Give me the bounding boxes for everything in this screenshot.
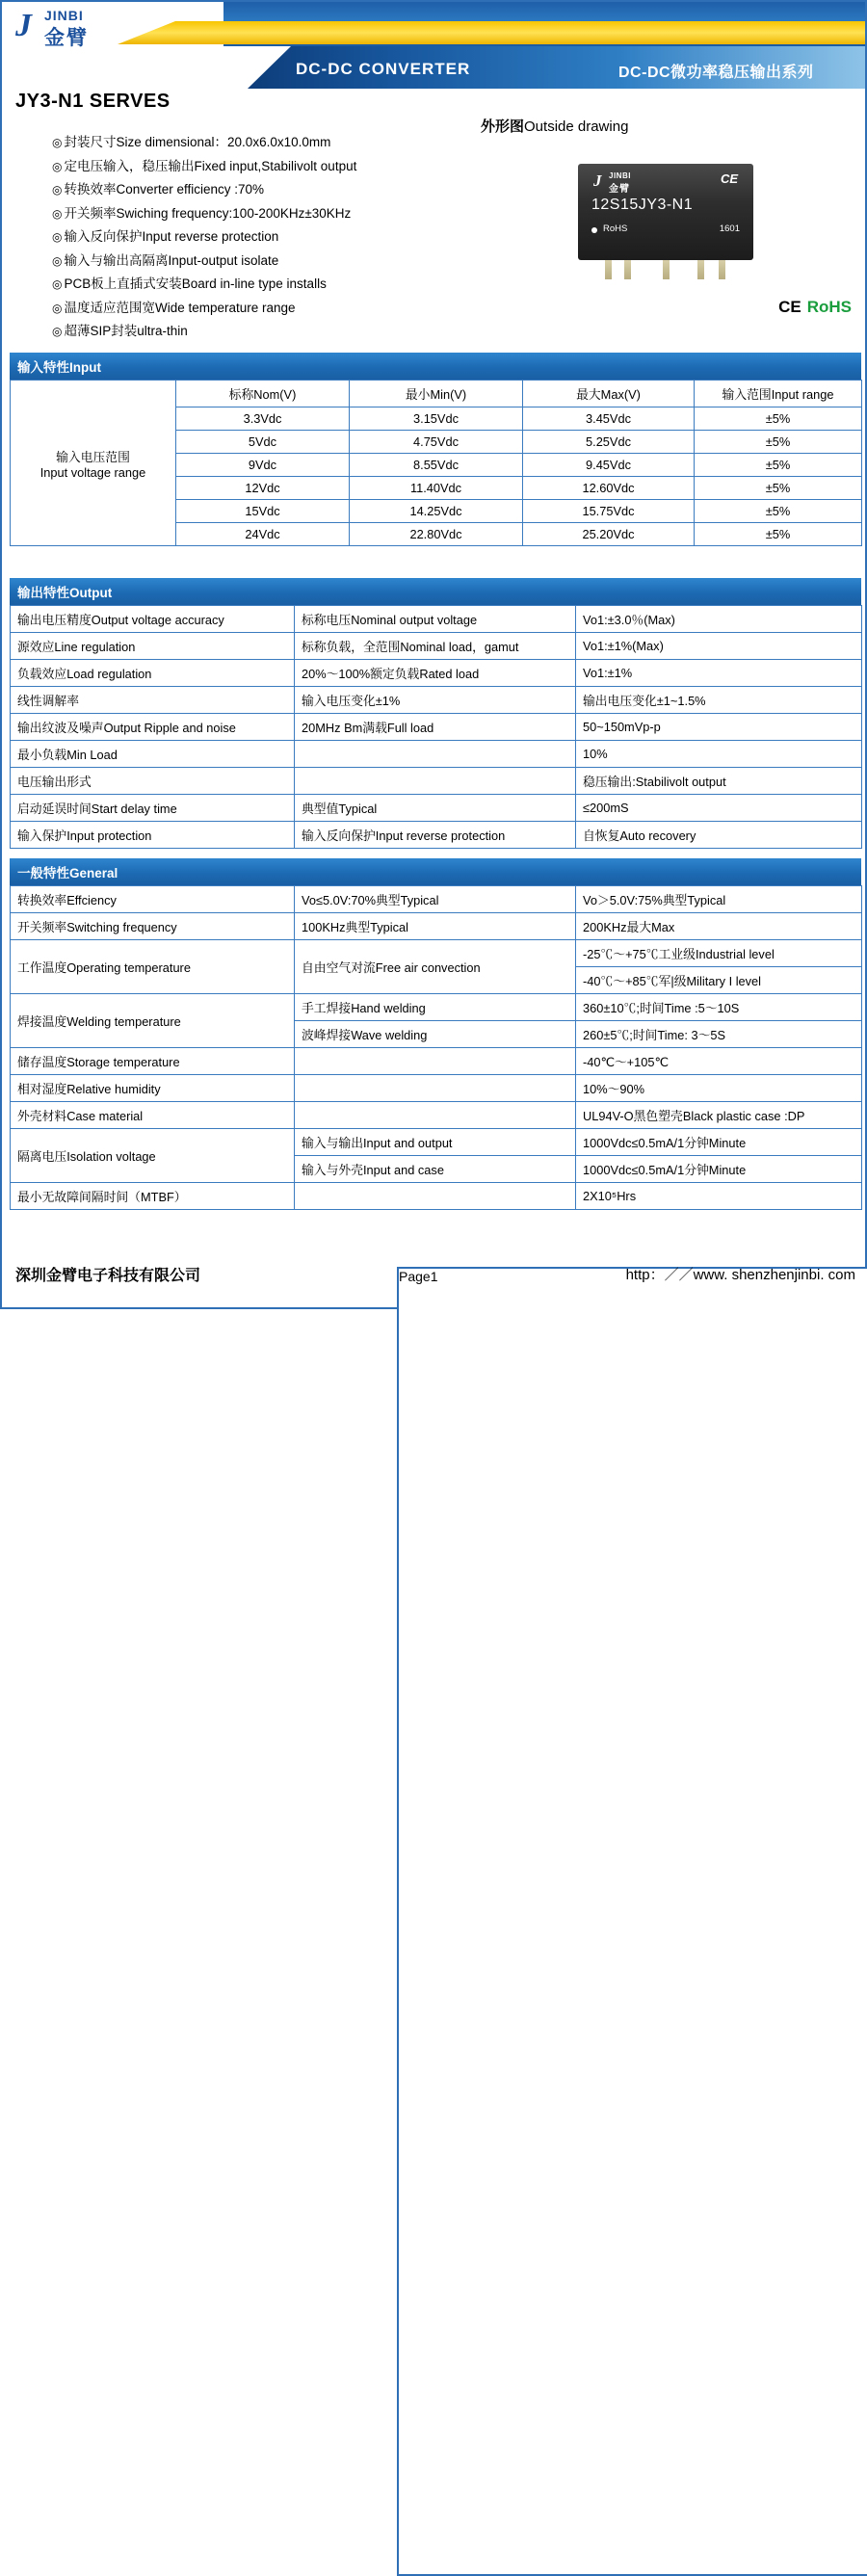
photo-model-number: 12S15JY3-N1 [591, 197, 694, 213]
general-characteristics-section [10, 858, 861, 1210]
product-pins [578, 260, 753, 281]
list-item: ◎ 输入反向保护Input reverse protection [52, 225, 505, 250]
cell-parameter: 最小无故障间隔时间（MTBF） [11, 1183, 295, 1210]
cell-max: 5.25Vdc [523, 431, 695, 454]
page-footer [2, 1259, 867, 1292]
table-row [11, 1183, 862, 1210]
company-logo [15, 6, 160, 49]
section-bar-general: 一般特性General [10, 858, 861, 885]
cell-nom: 24Vdc [176, 523, 350, 546]
input-voltage-range-label-en: Input voltage range [39, 464, 146, 480]
cell-value: 360±10℃;时间Time :5～10S [576, 994, 862, 1021]
list-item: ◎ 输入与输出高隔离Input-output isolate [52, 250, 505, 274]
outside-drawing-label-en: Outside drawing [524, 118, 629, 135]
page-title: JY3-N1 SERVES [15, 91, 171, 112]
cell-condition: 20%～100%额定负载Rated load [295, 660, 576, 687]
pin [663, 260, 670, 279]
feature-list [13, 131, 505, 344]
list-item: ◎ PCB板上直插式安装Board in-line type installs [52, 273, 505, 297]
cell-range: ±5% [695, 477, 862, 500]
cell-parameter: 输入保护Input protection [11, 822, 295, 849]
cell-min: 14.25Vdc [350, 500, 523, 523]
cell-value: 2X10⁵Hrs [576, 1183, 862, 1210]
cell-value: Vo1:±3.0％(Max) [576, 606, 862, 633]
cell-parameter: 外壳材料Case material [11, 1102, 295, 1129]
cell-condition: Vo≤5.0V:70%典型Typical [295, 886, 576, 913]
cell-value: 自恢复Auto recovery [576, 822, 862, 849]
input-characteristics-section [10, 353, 861, 546]
table-row [11, 714, 862, 741]
table-row [11, 768, 862, 795]
cell-value: UL94V-O黑色塑壳Black plastic case :DP [576, 1102, 862, 1129]
cell-value: -25℃～+75℃工业级Industrial level [576, 940, 862, 967]
table-row [11, 913, 862, 940]
cell-range: ±5% [695, 500, 862, 523]
table-row [11, 606, 862, 633]
cell-value: -40℃～+105℃ [576, 1048, 862, 1075]
outside-drawing-label [481, 116, 628, 136]
header-title-chinese: DC-DC微功率稳压输出系列 [618, 65, 814, 81]
cell-parameter: 源效应Line regulation [11, 633, 295, 660]
table-row [11, 687, 862, 714]
table-row [11, 822, 862, 849]
photo-logo-chinese: 金臂 [609, 184, 630, 195]
list-item: ◎ 超薄SIP封装ultra-thin [52, 320, 505, 344]
input-table [10, 380, 862, 546]
cell-min: 4.75Vdc [350, 431, 523, 454]
cell-condition: 20MHz Bm满载Full load [295, 714, 576, 741]
list-item: ◎ 温度适应范围宽Wide temperature range [52, 297, 505, 321]
cell-value: 稳压输出:Stabilivolt output [576, 768, 862, 795]
cell-condition: 典型值Typical [295, 795, 576, 822]
cell-parameter: 电压输出形式 [11, 768, 295, 795]
cell-range: ±5% [695, 523, 862, 546]
cell-min: 22.80Vdc [350, 523, 523, 546]
cell-condition: 输入与外壳Input and case [295, 1156, 576, 1183]
pin [719, 260, 725, 279]
list-item: ◎ 转换效率Converter efficiency :70% [52, 178, 505, 202]
output-table [10, 605, 862, 849]
output-characteristics-section [10, 578, 861, 849]
cell-value: 10%～90% [576, 1075, 862, 1102]
list-item: ◎ 封装尺寸Size dimensional：20.0x6.0x10.0mm [52, 131, 505, 155]
cell-parameter: 焊接温度Welding temperature [11, 994, 295, 1048]
column-header: 标称Nom(V) [176, 381, 350, 407]
cell-value: 1000Vdc≤0.5mA/1分钟Minute [576, 1156, 862, 1183]
cell-value: Vo1:±1% [576, 660, 862, 687]
cell-condition: 标称负载，全范围Nominal load，gamut [295, 633, 576, 660]
cell-parameter: 储存温度Storage temperature [11, 1048, 295, 1075]
cell-value: ≤200mS [576, 795, 862, 822]
cell-nom: 3.3Vdc [176, 407, 350, 431]
cell-value: 输出电压变化±1~1.5% [576, 687, 862, 714]
cell-parameter: 开关频率Switching frequency [11, 913, 295, 940]
photo-logo-initial: J [593, 171, 602, 190]
cell-max: 12.60Vdc [523, 477, 695, 500]
cell-range: ±5% [695, 454, 862, 477]
list-item: ◎ 开关频率Swiching frequency:100-200KHz±30KHz [52, 202, 505, 226]
cell-parameter: 隔离电压Isolation voltage [11, 1129, 295, 1183]
table-row [11, 1129, 862, 1156]
table-row [11, 381, 862, 407]
cell-value: 50~150mVp-p [576, 714, 862, 741]
cell-max: 3.45Vdc [523, 407, 695, 431]
cell-value: 10% [576, 741, 862, 768]
footer-website-url[interactable]: http：／／www. shenzhenjinbi. com [625, 1267, 855, 1283]
cell-condition [295, 1102, 576, 1129]
pin [605, 260, 612, 279]
page-header [2, 2, 865, 89]
table-row [11, 886, 862, 913]
general-table [10, 885, 862, 1210]
header-title-english: DC-DC CONVERTER [296, 60, 471, 78]
cell-nom: 12Vdc [176, 477, 350, 500]
cell-condition: 输入电压变化±1% [295, 687, 576, 714]
cell-parameter: 转换效率Effciency [11, 886, 295, 913]
cell-min: 8.55Vdc [350, 454, 523, 477]
logo-initial: J [15, 8, 32, 43]
list-item: ◎ 定电压输入，稳压输出Fixed input,Stabilivolt output [52, 155, 505, 179]
photo-rohs-mark: RoHS [603, 223, 628, 234]
cell-condition [295, 1048, 576, 1075]
cell-max: 25.20Vdc [523, 523, 695, 546]
cell-parameter: 负载效应Load regulation [11, 660, 295, 687]
cell-condition: 自由空气对流Free air convection [295, 940, 576, 994]
cell-nom: 15Vdc [176, 500, 350, 523]
photo-pin1-dot [591, 227, 597, 233]
cell-max: 15.75Vdc [523, 500, 695, 523]
cell-parameter: 输出电压精度Output voltage accuracy [11, 606, 295, 633]
cell-condition: 标称电压Nominal output voltage [295, 606, 576, 633]
cell-value: -40℃～+85℃军|级Military I level [576, 967, 862, 994]
cell-parameter: 相对湿度Relative humidity [11, 1075, 295, 1102]
product-photo [578, 164, 753, 260]
cell-parameter: 线性调解率 [11, 687, 295, 714]
cell-condition [295, 741, 576, 768]
cell-max: 9.45Vdc [523, 454, 695, 477]
cell-parameter: 最小负载Min Load [11, 741, 295, 768]
rohs-mark: RoHS [806, 298, 852, 316]
section-bar-output: 输出特性Output [10, 578, 861, 605]
cell-nom: 9Vdc [176, 454, 350, 477]
cell-parameter: 输出纹波及噪声Output Ripple and noise [11, 714, 295, 741]
cell-nom: 5Vdc [176, 431, 350, 454]
table-row [11, 660, 862, 687]
table-row [11, 633, 862, 660]
table-row [11, 1075, 862, 1102]
ce-mark: CE [778, 298, 801, 316]
cell-value: 1000Vdc≤0.5mA/1分钟Minute [576, 1129, 862, 1156]
outside-drawing-label-cn: 外形图 [481, 118, 525, 135]
cell-condition [295, 1183, 576, 1210]
certification-marks [778, 298, 852, 317]
photo-logo-latin: JINBI [609, 171, 631, 180]
cell-value: Vo1:±1%(Max) [576, 633, 862, 660]
pin [624, 260, 631, 279]
logo-latin-text: JINBI [44, 8, 84, 23]
column-header: 最大Max(V) [523, 381, 695, 407]
cell-parameter: 工作温度Operating temperature [11, 940, 295, 994]
logo-chinese-text: 金臂 [44, 27, 89, 49]
cell-condition: 波峰焊接Wave welding [295, 1021, 576, 1048]
photo-ce-mark: CE [720, 171, 738, 186]
table-row [11, 940, 862, 967]
section-bar-input: 输入特性Input [10, 353, 861, 380]
cell-condition: 输入反向保护Input reverse protection [295, 822, 576, 849]
cell-condition [295, 1075, 576, 1102]
column-header: 最小Min(V) [350, 381, 523, 407]
photo-date-code: 1601 [719, 223, 740, 234]
input-voltage-range-label [11, 381, 176, 546]
input-voltage-range-label-cn: 输入电压范围 [56, 449, 130, 464]
table-row [11, 1048, 862, 1075]
footer-page-number: Page1 [397, 1267, 867, 2576]
table-row [11, 741, 862, 768]
table-row [11, 994, 862, 1021]
table-row [11, 1102, 862, 1129]
cell-value: 200KHz最大Max [576, 913, 862, 940]
cell-condition: 100KHz典型Typical [295, 913, 576, 940]
cell-min: 11.40Vdc [350, 477, 523, 500]
cell-value: Vo＞5.0V:75%典型Typical [576, 886, 862, 913]
cell-range: ±5% [695, 431, 862, 454]
cell-parameter: 启动延误时间Start delay time [11, 795, 295, 822]
cell-min: 3.15Vdc [350, 407, 523, 431]
table-row [11, 795, 862, 822]
cell-value: 260±5℃;时间Time: 3～5S [576, 1021, 862, 1048]
cell-condition [295, 768, 576, 795]
cell-range: ±5% [695, 407, 862, 431]
cell-condition: 输入与输出Input and output [295, 1129, 576, 1156]
pin [697, 260, 704, 279]
cell-condition: 手工焊接Hand welding [295, 994, 576, 1021]
footer-company-name: 深圳金臂电子科技有限公司 [15, 1268, 201, 1284]
header-yellow-band [118, 21, 865, 44]
column-header: 输入范围Input range [695, 381, 862, 407]
